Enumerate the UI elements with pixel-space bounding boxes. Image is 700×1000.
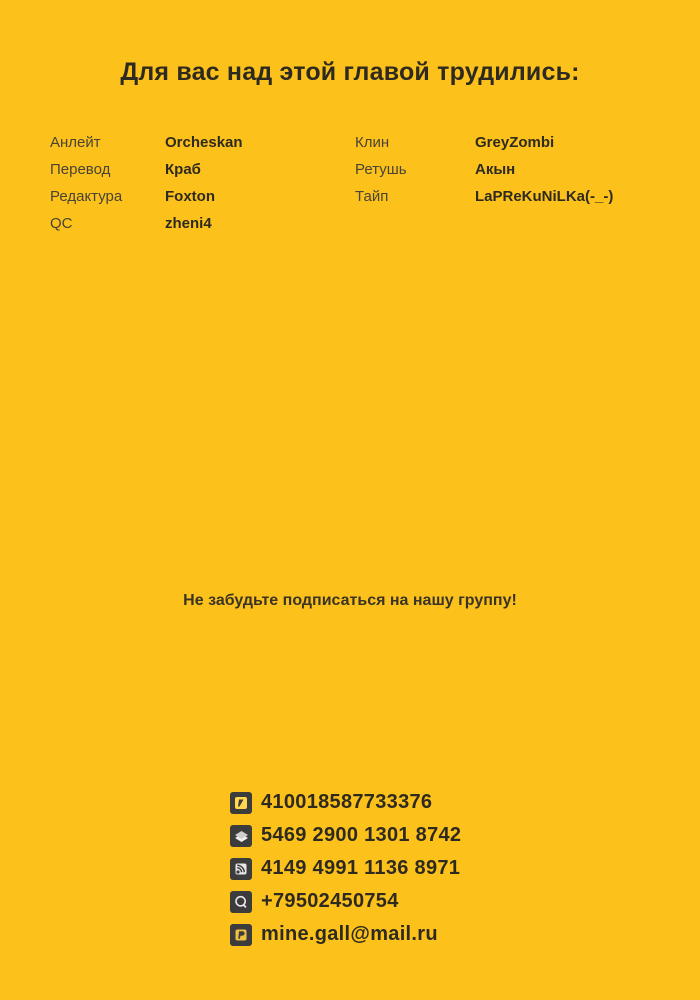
credit-name: zheni4: [165, 215, 212, 232]
contact-row: [230, 819, 461, 852]
credit-name: Акын: [475, 161, 516, 178]
credits-names-column-right: [475, 129, 613, 210]
contact-row: [230, 852, 460, 885]
contact-value: 5469 2900 1301 8742: [261, 824, 462, 846]
credit-name: GreyZombi: [475, 134, 555, 151]
contact-row: [230, 786, 432, 819]
credit-role: Ретушь: [355, 161, 407, 178]
credit-role: Клин: [355, 134, 390, 151]
page-title: Для вас над этой главой трудились:: [120, 58, 580, 86]
contacts-list: [0, 786, 700, 951]
credits-roles-column-right: [355, 129, 475, 210]
contact-value: 4149 4991 1136 8971: [261, 857, 461, 879]
credits-names-column-left: [165, 129, 355, 237]
subscribe-note: Не забудьте подписаться на нашу группу!: [183, 592, 517, 609]
contact-row: [230, 918, 438, 951]
yandex-money-icon: [230, 792, 252, 814]
contact-row: [230, 885, 399, 918]
credit-name: Orcheskan: [165, 134, 243, 151]
contact-value: mine.gall@mail.ru: [261, 923, 438, 945]
credit-role: Тайп: [355, 188, 389, 205]
credit-name: Foxton: [165, 188, 215, 205]
credit-name: LaPReKuNiLKa(-_-): [475, 188, 614, 205]
credits-table: [0, 129, 700, 237]
mail-icon: [230, 924, 252, 946]
contact-value: +79502450754: [261, 890, 399, 912]
credit-name: Краб: [165, 161, 201, 178]
card-icon: [230, 858, 252, 880]
contact-value: 410018587733376: [261, 791, 433, 813]
credit-role: QC: [50, 215, 73, 232]
credits-roles-column-left: [50, 129, 165, 237]
credit-role: Анлейт: [50, 134, 101, 151]
webmoney-icon: [230, 825, 252, 847]
credit-role: Перевод: [50, 161, 111, 178]
credit-role: Редактура: [50, 188, 123, 205]
qiwi-icon: [230, 891, 252, 913]
